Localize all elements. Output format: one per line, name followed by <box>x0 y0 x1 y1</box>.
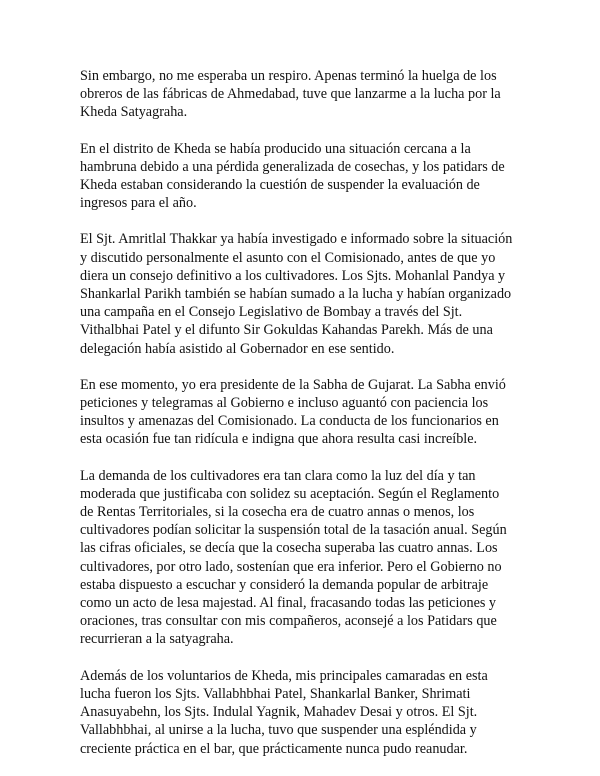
paragraph-3: El Sjt. Amritlal Thakkar ya había investigado e informado sobre la situación y discutido personalmente el asunto con el Comisionado, antes de que yo diera un consejo definitivo a los cultivadores. Los Sjts. Mohanlal Pandya y Shankarlal Parikh también se habían sumado a la lucha y habían organizado una campaña en el Consejo Legislativo de Bombay a través del Sjt. Vithalbhai Patel y el difunto Sir Gokuldas Kahandas Parekh. Más de una delegación había asistido al Gobernador en ese sentido. <box>80 231 513 357</box>
paragraph-2: En el distrito de Kheda se había producido una situación cercana a la hambruna debido a una pérdida generalizada de cosechas, y los patidars de Kheda estaban considerando la cuestión de suspender la evaluación de ingresos para el año. <box>80 140 505 212</box>
paragraph-4: En ese momento, yo era presidente de la Sabha de Gujarat. La Sabha envió peticiones y telegramas al Gobierno e incluso aguantó con paciencia los insultos y amenazas del Comisionado. La conducta de los funcionarios en esta ocasión fue tan ridícula e indigna que ahora resulta casi increíble. <box>80 376 506 448</box>
paragraph-1: Sin embargo, no me esperaba un respiro. Apenas terminó la huelga de los obreros de las fábricas de Ahmedabad, tuve que lanzarme a la lucha por la Kheda Satyagraha. <box>80 68 501 121</box>
paragraph-5: La demanda de los cultivadores era tan clara como la luz del día y tan moderada que justificaba con solidez su aceptación. Según el Reglamento de Rentas Territoriales, si la cosecha era de cuatro annas o menos, los cultivadores podían solicitar la suspensión total de la tasación anual. Según las cifras oficiales, se decía que la cosecha superaba las cuatro annas. Los cultivadores, por otro lado, sostenían que era inferior. Pero el Gobierno no estaba dispuesto a escuchar y consideró la demanda popular de arbitraje como un acto de lesa majestad. Al final, fracasando todas las peticiones y oraciones, tras consultar con mis compañeros, aconsejé a los Patidars que recurrieran a la satyagraha. <box>80 467 507 648</box>
paragraph-6: Además de los voluntarios de Kheda, mis principales camaradas en esta lucha fueron los Sjts. Vallabhbhai Patel, Shankarlal Banker, Shrimati Anasuyabehn, los Sjts. Indulal Yagnik, Mahadev Desai y otros. El Sjt. Vallabhbhai, al unirse a la lucha, tuvo que suspender una espléndida y creciente práctica en el bar, que prácticamente nunca pudo reanudar. <box>80 667 488 757</box>
document-page <box>80 67 526 758</box>
